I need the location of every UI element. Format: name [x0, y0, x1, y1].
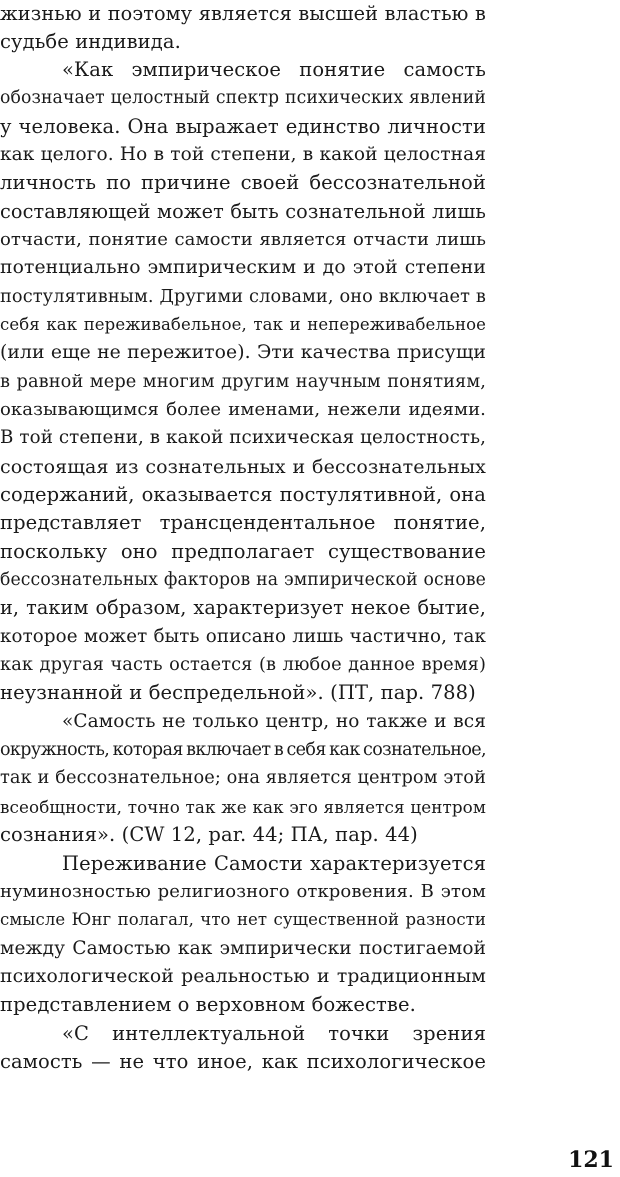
text-line: «Как эмпирическое понятие самость [62, 58, 486, 81]
text-line: и, таким образом, характеризует некое бытие, [0, 596, 486, 619]
text-line: как другая часть остается (в любое данное время) [0, 655, 486, 675]
text-line: между Самостью как эмпирически постигаемой [0, 938, 486, 959]
text-line: всеобщности, точно так же как эго является центром [0, 797, 486, 817]
text-line: жизнью и поэтому является высшей властью в [0, 2, 486, 25]
text-line: неузнанной и беспредельной». (ПТ, пар. 788) [0, 681, 476, 704]
text-line: в равной мере многим другим научным понятиям, [0, 372, 486, 392]
text-line: как целого. Но в той степени, в какой целостная [0, 144, 486, 165]
text-line: бессознательных факторов на эмпирической основе [0, 570, 486, 590]
text-line: представлением о верховном божестве. [0, 993, 416, 1016]
text-line: постулятивным. Другими словами, оно включает в [0, 287, 486, 307]
text-line: нуминозностью религиозного откровения. В этом [0, 881, 486, 902]
text-line: «С интеллектуальной точки зрения [62, 1022, 486, 1045]
text-line: поскольку оно предполагает существование [0, 540, 486, 563]
text-line: состоящая из сознательных и бессознательных [0, 456, 486, 478]
text-line: так и бессознательное; она является центром этой [0, 768, 487, 788]
text-line: содержаний, оказывается постулятивной, она [0, 483, 486, 506]
text-line: отчасти, понятие самости является отчасти лишь [0, 229, 486, 250]
text-line: оказывающимся более именами, нежели идеями. [0, 399, 486, 420]
text-line: (или еще не пережитое). Эти качества присущи [0, 342, 486, 363]
text-line: Переживание Самости характеризуется [62, 852, 486, 875]
text-line: потенциально эмпирическим и до этой степени [0, 257, 486, 278]
text-line: себя как переживабельное, так и непереживабельное [0, 315, 486, 334]
text-line: обозначает целостный спектр психических явлений [0, 88, 486, 108]
text-line: «Самость не только центр, но также и вся [62, 711, 486, 732]
text-line: В той степени, в какой психическая целостность, [0, 427, 487, 448]
text-line: психологической реальностью и традиционным [0, 966, 486, 987]
page-number: 121 [568, 1147, 614, 1173]
text-line: окружность, которая включает в себя как сознательное, [0, 740, 486, 760]
text-line: самость — не что иное, как психологическое [0, 1050, 486, 1073]
text-line: у человека. Она выражает единство личности [0, 115, 486, 138]
text-line: которое может быть описано лишь частично, так [0, 626, 486, 647]
text-line: смысле Юнг полагал, что нет существенной разности [0, 910, 486, 929]
text-line: личность по причине своей бессознательной [0, 171, 486, 194]
text-line: сознания». (CW 12, par. 44; ПА, пар. 44) [0, 823, 418, 846]
text-line: составляющей может быть сознательной лишь [0, 200, 486, 223]
text-line: представляет трансцендентальное понятие, [0, 511, 486, 534]
text-line: судьбе индивида. [0, 30, 181, 53]
